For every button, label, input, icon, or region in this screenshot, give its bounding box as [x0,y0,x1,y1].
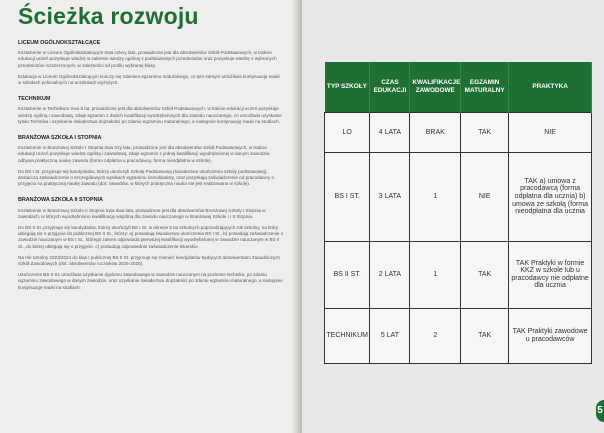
text-content [18,40,284,301]
paragraph: Na rok szkolny 2023/2024 do klas I publicznej BS II St. przyjmuje się również kandydatów będących absolwentami Zasadniczych Szkół Zawodowych (dot. absolwentów roczników 2015-2020). [18,254,280,267]
section-heading: TECHNIKUM [18,96,51,103]
table-cell: TAK Praktyki w formie KKZ w szkole lub u pracodawcy nie odpłatne dla ucznia [509,241,592,308]
table-cell: 1 [410,241,461,308]
section-heading: LICEUM OGÓLNOKSZTAŁCĄCE [18,40,101,46]
section-heading: BRANŻOWA SZKOŁA I STOPNIA [18,135,102,142]
table-cell: TAK Praktyki zawodowe u pracodawców [509,309,592,364]
table-cell: 1 [410,153,461,242]
paragraph: Ukończenie BS II St. umożliwia uzyskanie dyplomu zawodowego w zawodzie nauczanym na poziomie technika, po zdaniu egzaminu zawodowego w danym zawodzie, oraz uzyskanie świadectwa dojrzałości po zdaniu egzaminu maturalnego, a następnie kontynuację nauki na studiach. [18,272,283,290]
table-cell: BRAK [410,113,461,153]
table-row [325,113,592,153]
paragraph: Kształcenie w Branżowej Szkole I Stopnia trwa trzy lata, prowadzone jest dla absolwentów Szkół Podstawowych, w trakcie edukacji uczeń pozyskuje wiedzę ogólną i zawodową, zdaje egzamin z jednej kwalifikacji wyodrębnionej w danym zawodzie, odbywa praktyczną naukę zawodu (forma odpłatna u pracodawcy, forma nieodpłatna w szkole). [18,145,271,163]
table-cell: 3 LATA [370,153,410,242]
table-cell: 2 [410,309,461,364]
table-cell: TAK [461,241,509,308]
table-cell: 4 LATA [370,113,410,153]
table-cell: NIE [509,113,592,153]
table-cell: BS II ST. [325,241,370,308]
header-kwalifikacje: KWALIFIKACJE ZAWODOWE [410,62,461,113]
header-czas-edukacji: CZAS EDUKACJI [370,62,410,113]
table-row [325,241,592,308]
section-heading: BRANŻOWA SZKOŁA II STOPNIA [18,197,103,204]
paragraph: Do BS I St. przyjmuje się kandydatów, którzy ukończyli Szkołę Podstawową (świadectwo ukończenia szkoły podstawowej), dostarczą zaświadczenie o szczegółowych wynikach egzaminu ósmoklasisty, oraz pozyskają zaświadczenie od pracodawcy o przyjęciu na praktyczną naukę zawodu (dot. zawodów, w których praktyczna nauka nie jest realizowana w szkole). [18,168,275,187]
header-typ-szkoly: TYP SZKOŁY [325,62,370,113]
table-cell: TAK [461,309,509,364]
table-cell: TAK a) umowa z pracodawcą (forma odpłatna dla ucznia) b) umowa ze szkołą (forma nieodpłatna dla ucznia [509,153,592,242]
table-cell: LO [325,113,370,153]
section-liceum [18,40,284,86]
section-bs1 [18,135,284,187]
page-number: 5 [596,400,604,422]
table-row [325,153,592,242]
header-egzamin-maturalny: EGZAMIN MATURALNY [461,62,509,113]
table-cell: BS I ST. [325,153,370,242]
header-praktyka: PRAKTYKA [509,62,592,113]
table-cell: 5 LAT [370,309,410,364]
table-cell: TAK [461,113,509,153]
table-row [325,309,592,364]
school-types-table [324,62,592,364]
paragraph: Kształcenie w Technikum trwa 5 lat, prowadzone jest dla absolwentów Szkół Podstawowych, w trakcie edukacji uczeń pozyskuje wiedzę ogólną i zawodową, zdaje egzamin z dwóch kwalifikacji wyodrębnionych dla zawodu nauczanego, co umożliwia uzyskanie tytułu Technika i uzyskanie świadectwa dojrzałości po zdaniu egzaminu maturalnego, a następnie kontynuację nauki na studiach. [18,106,282,124]
page-title: Ścieżka rozwoju [18,3,199,29]
table-cell: 2 LATA [370,241,410,308]
paragraph: Edukacja w Liceum Ogólnokształcącym kończy się zdaniem egzaminu maturalnego, co tym samym umożliwia kontynuację nauki w szkołach policealnych na uczelniach wyższych. [18,73,280,86]
left-page [0,0,298,433]
paragraph: Do BS II St. przyjmuje się kandydatów, którzy ukończyli BS I St. w okresie 5 lat szkolnych poprzedzających rok szkolny, na który ubiegają się o przyjęcie do publicznej BS II St., którzy: a) posiadają świadectwo ukończenia BS I St., b) posiadają zaświadczenie o zawodzie nauczanym w BS I St., którego zakres odpowiada pierwszej kwalifikacji wyodrębnionej w zawodzie nauczanym w BS II St., do której ubiegają się o przyjęcie, c) posiadają odpowiednie zaświadczenie lekarskie. [18,225,284,249]
paragraph: Kształcenie w Branżowej Szkole II Stopnia trwa dwa lata, prowadzone jest dla absolwentów Branżowej Szkoły I Stopnia w zawodach, w których wyodrębniono kwalifikację wspólną dla zawodu nauczanego w Branżowej Szkole I i II Stopnia. [18,207,266,219]
table-cell: TECHNIKUM [325,309,370,364]
section-bs2 [18,197,284,290]
comparison-table [324,62,592,364]
table-header-row [325,62,592,113]
table-cell: NIE [461,153,509,242]
paragraph: Kształcenie w Liceum Ogólnokształcącym trwa cztery lata, prowadzone jest dla absolwentów Szkół Podstawowych, w trakcie edukacji uczeń pozyskuje wiedzę w zakresie wiedzy ogólnej z podstawowych przedmiotów oraz pozyskuje wiedzę z wybranych przedmiotów rozszerzonych, w zależności od profilu wybranej klasy. [18,50,277,68]
section-technikum [18,96,284,125]
